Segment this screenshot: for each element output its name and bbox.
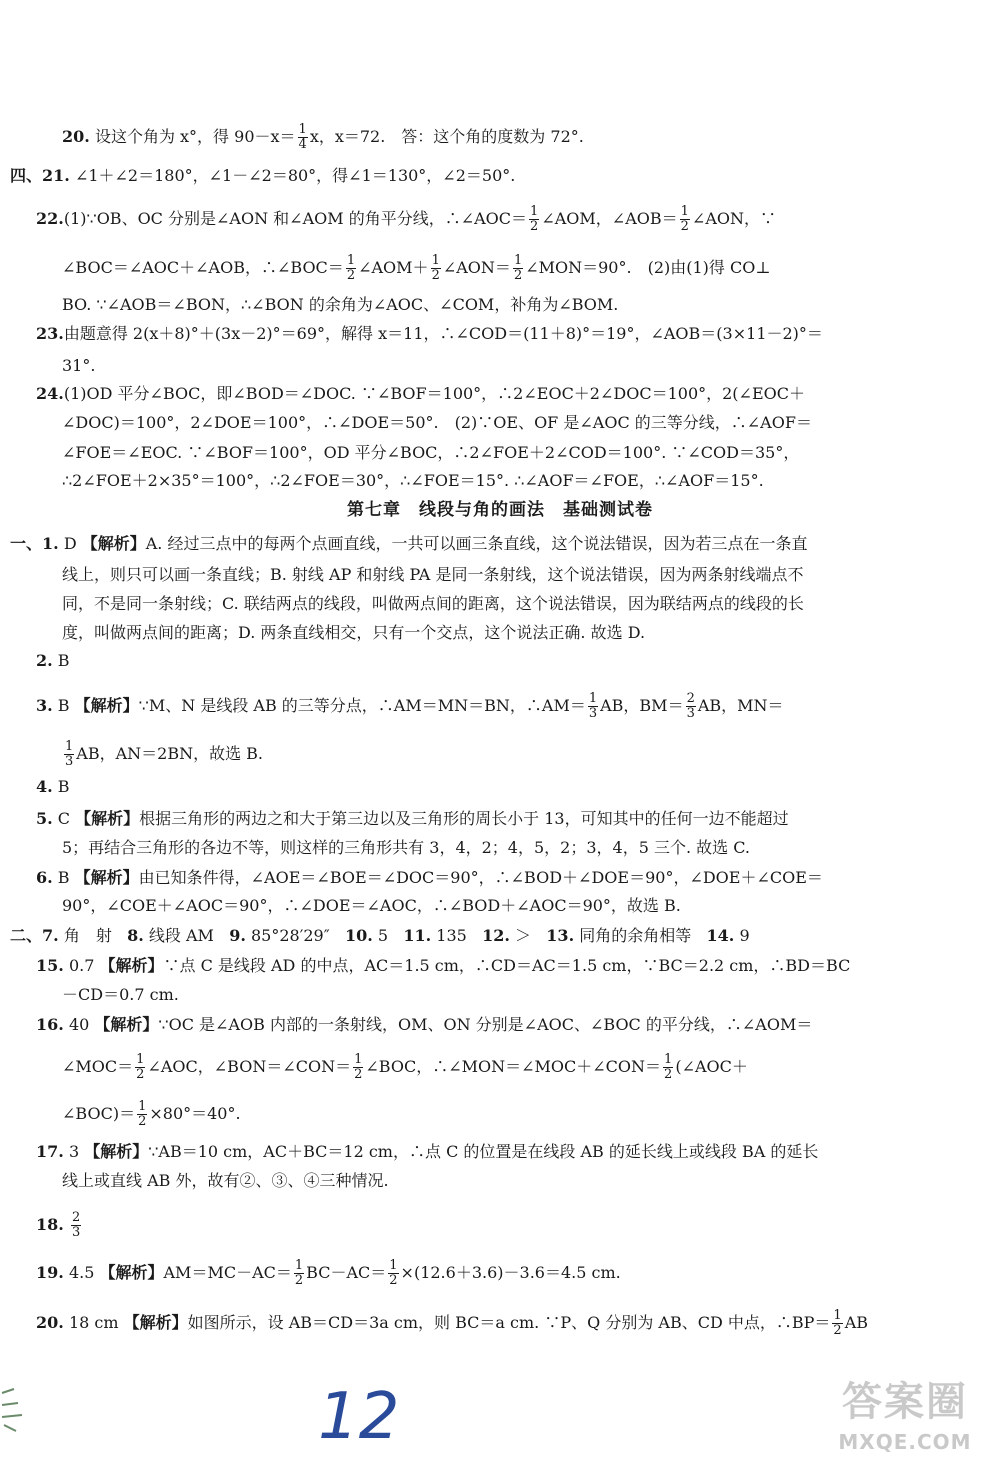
answer-1-line4: 度，叫做两点间的距离；D. 两条直线相交，只有一个交点，这个说法正确. 故选 D. [62, 623, 646, 642]
fraction: $\frac{2}{3}$ [686, 691, 695, 721]
fraction: $\frac{1}{2}$ [346, 253, 356, 283]
answer-24-line1: 24.(1)OD 平分∠BOC，即∠BOD＝∠DOC. ∵∠BOF＝100°，∴2∠EOC＋2∠DOC＝100°，2(∠EOC＋ [36, 384, 805, 403]
fraction: $\frac{1}{2}$ [294, 1258, 304, 1288]
answer-16-line1: 16. 40 【解析】∵OC 是∠AOB 内部的一条射线，OM、ON 分别是∠AOC、∠BOC 的平分线，∴∠AOM＝ [36, 1015, 813, 1034]
answer-17-line2: 线上或直线 AB 外，故有②、③、④三种情况. [62, 1171, 389, 1190]
fraction: $\frac{1}{2}$ [389, 1258, 398, 1288]
answer-16-line3: ∠BOC)＝ $\frac{1}{2}$ ×80°＝40°. [62, 1099, 241, 1129]
answer-5-line2: 5；再结合三角形的各边不等，则这样的三角形共有 3，4，2；4，5，2；3，4，5 三个. 故选 C. [62, 838, 750, 857]
fraction: $\frac{1}{4}$ [298, 122, 307, 152]
answer-15-line2: －CD＝0.7 cm. [62, 985, 179, 1004]
corner-mark-icon [0, 1375, 26, 1435]
answer-4: 4. B [36, 777, 70, 796]
answer-18: 18. $\frac{2}{3}$ [36, 1210, 81, 1240]
answer-1-line3: 同，不是同一条射线；C. 联结两点的线段，叫做两点间的距离，这个说法错误，因为联结两点的线段的长 [62, 594, 804, 613]
fraction: $\frac{2}{3}$ [71, 1210, 81, 1240]
answer-5-line1: 5. C 【解析】根据三角形的两边之和大于第三边以及三角形的周长小于 13，可知其中的任何一边不能超过 [36, 809, 789, 828]
fraction: $\frac{1}{2}$ [833, 1308, 842, 1338]
fraction: $\frac{1}{3}$ [65, 739, 74, 769]
fraction: $\frac{1}{2}$ [664, 1052, 673, 1082]
answer-20-prev: 20. 设这个角为 x°，得 90－x＝ $\frac{1}{4}$ x，x＝72. 答：这个角的度数为 72°. [62, 122, 584, 152]
answer-22-line2: ∠BOC＝∠AOC＋∠AOB，∴∠BOC＝ $\frac{1}{2}$ ∠AOM＋ $\frac{1}{2}$ ∠AON＝ $\frac{1}{2}$ ∠MON＝90°. (2)由(1)得 CO⊥ [62, 253, 771, 283]
fraction: $\frac{1}{2}$ [354, 1052, 363, 1082]
answer-22-line1: 22.(1)∵OB、OC 分别是∠AON 和∠AOM 的角平分线，∴∠AOC＝ $\frac{1}{2}$ ∠AOM，∠AOB＝ $\frac{1}{2}$ ∠AON，∵ [36, 204, 777, 234]
answers-7-to-14: 二、7. 角 射 8. 线段 AM 9. 85°28′29″ 10. 5 11. 135 12. ＞ 13. 同角的余角相等 14. 9 [10, 926, 750, 945]
answer-19: 19. 4.5 【解析】AM＝MC－AC＝ $\frac{1}{2}$ BC－AC＝ $\frac{1}{2}$ ×(12.6＋3.6)－3.6＝4.5 cm. [36, 1258, 621, 1288]
watermark-logo: 答案圈 MXQE.COM [838, 1379, 972, 1454]
answer-1-line1: 一、1. D 【解析】A. 经过三点中的每两个点画直线，一共可以画三条直线，这个说法错误，因为若三点在一条直 [10, 534, 808, 553]
fraction: $\frac{1}{2}$ [680, 204, 689, 234]
answer-3-line1: 3. B 【解析】∵M、N 是线段 AB 的三等分点，∴AM＝MN＝BN，∴AM＝ $\frac{1}{3}$ AB，BM＝ $\frac{2}{3}$ AB，MN＝ [36, 691, 784, 721]
fraction: $\frac{1}{2}$ [431, 253, 440, 283]
answer-23-line2: 31°. [62, 356, 96, 375]
fraction: $\frac{1}{3}$ [588, 691, 598, 721]
answer-24-line2: ∠DOC)＝100°，2∠DOE＝100°，∴∠DOE＝50°. (2)∵OE、OF 是∠AOC 的三等分线，∴∠AOF＝ [62, 413, 812, 432]
answer-3-line2: $\frac{1}{3}$ AB，AN＝2BN，故选 B. [65, 739, 264, 769]
answer-6-line2: 90°，∠COE＋∠AOC＝90°，∴∠DOE＝∠AOC，∴∠BOD＋∠AOC＝90°，故选 B. [62, 896, 681, 915]
answer-17-line1: 17. 3 【解析】∵AB＝10 cm，AC＋BC＝12 cm，∴点 C 的位置是在线段 AB 的延长线上或线段 BA 的延长 [36, 1142, 819, 1161]
answer-15-line1: 15. 0.7 【解析】∵点 C 是线段 AD 的中点，AC＝1.5 cm，∴CD＝AC＝1.5 cm，∵BC＝2.2 cm，∴BD＝BC [36, 956, 851, 975]
answer-24-line3: ∠FOE＝∠EOC. ∵∠BOF＝100°，OD 平分∠BOC，∴2∠FOE＋2∠COD＝100°. ∵∠COD＝35°， [62, 443, 800, 462]
answer-22-line3: BO. ∵∠AOB＝∠BON，∴∠BON 的余角为∠AOC、∠COM，补角为∠BOM. [62, 295, 619, 314]
chapter-title: 第七章 线段与角的画法 基础测试卷 [347, 500, 653, 520]
answer-23-line1: 23.由题意得 2(x＋8)°＋(3x－2)°＝69°，解得 x＝11，∴∠COD＝(11＋8)°＝19°，∠AOB＝(3×11－2)°＝ [36, 324, 823, 343]
answer-1-line2: 线上，则只可以画一条直线；B. 射线 AP 和射线 PA 是同一条射线，这个说法错误，因为两条射线端点不 [62, 565, 804, 584]
answer-16-line2: ∠MOC＝ $\frac{1}{2}$ ∠AOC，∠BON＝∠CON＝ $\frac{1}{2}$ ∠BOC，∴∠MON＝∠MOC＋∠CON＝ $\frac{1}{2}$ (∠AOC＋ [62, 1052, 748, 1082]
handwritten-page-number: 12 [318, 1380, 400, 1454]
answer-2: 2. B [36, 651, 70, 670]
fraction: $\frac{1}{2}$ [513, 253, 523, 283]
answer-20: 20. 18 cm 【解析】如图所示，设 AB＝CD＝3a cm，则 BC＝a cm. ∵P、Q 分别为 AB、CD 中点，∴BP＝ $\frac{1}{2}$ AB [36, 1308, 868, 1338]
fraction: $\frac{1}{2}$ [530, 204, 539, 234]
answer-6-line1: 6. B 【解析】由已知条件得，∠AOE＝∠BOE＝∠DOC＝90°，∴∠BOD＋∠DOE＝90°，∠DOE＋∠COE＝ [36, 868, 823, 887]
fraction: $\frac{1}{2}$ [138, 1099, 147, 1129]
answer-21: 四、21. ∠1＋∠2＝180°，∠1－∠2＝80°，得∠1＝130°，∠2＝50°. [10, 166, 516, 185]
answer-24-line4: ∴2∠FOE＋2×35°＝100°，∴2∠FOE＝30°，∴∠FOE＝15°. ∴∠AOF＝∠FOE，∴∠AOF＝15°. [62, 471, 764, 490]
fraction: $\frac{1}{2}$ [136, 1052, 145, 1082]
